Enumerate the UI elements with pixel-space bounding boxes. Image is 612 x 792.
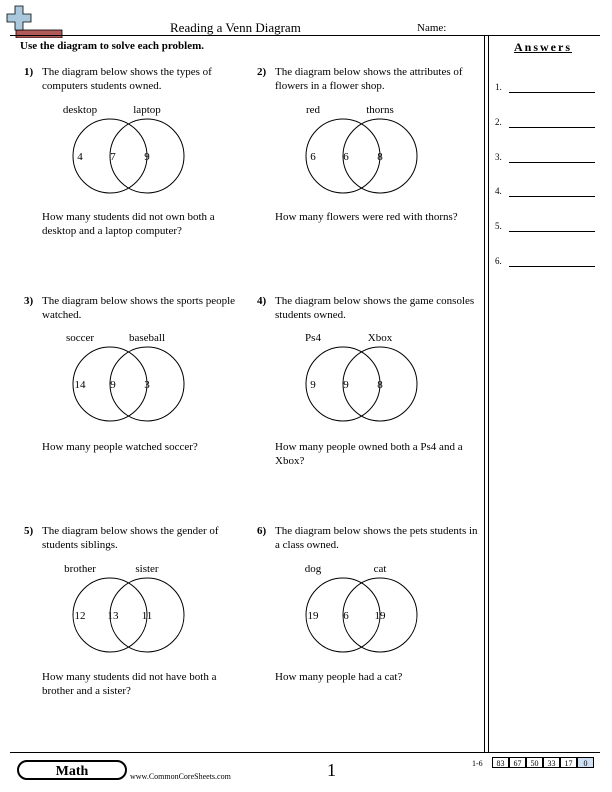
problem-number: 3) [24, 295, 34, 307]
venn-right-label: thorns [366, 104, 394, 116]
problem-number: 6) [257, 525, 267, 537]
venn-right-label: cat [373, 563, 387, 575]
answer-number: 5. [495, 221, 502, 231]
venn-diagram-3 [50, 328, 180, 423]
answer-slot-5[interactable] [495, 219, 595, 233]
page-title: Reading a Venn Diagram [170, 20, 301, 35]
problem-2-question: How many flowers were red with thorns? [275, 211, 458, 223]
answers-title: Answers [514, 40, 572, 54]
answer-slot-4[interactable] [495, 184, 595, 198]
problem-number: 4) [257, 295, 267, 307]
venn-right-label: sister [135, 563, 159, 575]
venn-right-value: 8 [377, 379, 383, 391]
problem-6 [257, 524, 480, 552]
venn-left-value: 6 [310, 151, 316, 163]
page-number: 1 [327, 760, 336, 780]
venn-right-value: 9 [144, 151, 150, 163]
venn-left-label: brother [64, 563, 96, 575]
math-logo-icon [6, 4, 70, 38]
problem-number: 1) [24, 66, 34, 78]
venn-middle-value: 6 [343, 151, 349, 163]
venn-left-label: red [305, 104, 321, 116]
problem-number: 2) [257, 66, 267, 78]
answer-number: 3. [495, 152, 502, 162]
answer-slot-1[interactable] [495, 80, 595, 94]
answer-column-divider [484, 35, 485, 753]
problem-5 [24, 524, 247, 552]
venn-diagram-2 [283, 100, 413, 195]
venn-middle-value: 9 [110, 379, 116, 391]
venn-left-label: dog [304, 563, 322, 575]
venn-diagram-6 [283, 559, 413, 654]
problem-number: 5) [24, 525, 34, 537]
answer-line [509, 127, 595, 128]
problem-3-question: How many people watched soccer? [42, 441, 198, 453]
venn-middle-value: 9 [343, 379, 349, 391]
score-box: 33 [543, 757, 560, 768]
venn-left-value: 9 [310, 379, 316, 391]
answer-number: 6. [495, 256, 502, 266]
name-label: Name: [417, 22, 447, 34]
score-box: 67 [509, 757, 526, 768]
score-box: 17 [560, 757, 577, 768]
venn-diagram-1 [50, 100, 180, 195]
problem-text: The diagram below shows the game consoles students owned. [275, 295, 475, 321]
instructions: Use the diagram to solve each problem. [20, 40, 205, 52]
site-url: www.CommonCoreSheets.com [130, 772, 231, 781]
answer-slot-2[interactable] [495, 115, 595, 129]
venn-left-value: 12 [74, 610, 86, 622]
problem-6-question: How many people had a cat? [275, 671, 403, 683]
venn-right-value: 19 [374, 610, 386, 622]
venn-right-label: Xbox [367, 332, 393, 344]
venn-left-label: Ps4 [305, 332, 321, 344]
answer-slot-3[interactable] [495, 150, 595, 164]
problem-text: The diagram below shows the attributes of flowers in a flower shop. [275, 66, 463, 92]
answer-number: 1. [495, 82, 502, 92]
answer-number: 4. [495, 186, 502, 196]
venn-diagram-5 [50, 559, 180, 654]
problem-text: The diagram below shows the pets students in a class owned. [275, 525, 478, 551]
score-box: 50 [526, 757, 543, 768]
problem-text: The diagram below shows the sports people watched. [42, 295, 236, 321]
problem-2 [257, 65, 480, 93]
score-range: 1-6 [472, 759, 483, 768]
answer-line [509, 92, 595, 93]
answer-line [509, 196, 595, 197]
venn-diagram-4 [283, 328, 413, 423]
venn-left-label: desktop [62, 104, 98, 116]
problem-1-question: How many students did not own both a desktop and a laptop computer? [42, 211, 215, 237]
venn-left-value: 4 [77, 151, 83, 163]
venn-right-value: 8 [377, 151, 383, 163]
problem-5-question: How many students did not have both a brother and a sister? [42, 671, 217, 697]
header-divider [10, 35, 600, 36]
score-box-highlight: 0 [577, 757, 594, 768]
venn-right-value: 11 [141, 610, 153, 622]
venn-middle-value: 7 [110, 151, 116, 163]
venn-right-label: laptop [133, 104, 161, 116]
problem-text: The diagram below shows the types of computers students owned. [42, 66, 212, 92]
math-badge: Math [17, 760, 127, 780]
score-box: 83 [492, 757, 509, 768]
venn-middle-value: 6 [343, 610, 349, 622]
answer-line [509, 231, 595, 232]
answer-line [509, 266, 595, 267]
venn-left-value: 14 [74, 379, 86, 391]
answer-number: 2. [495, 117, 502, 127]
answer-line [509, 162, 595, 163]
venn-right-value: 3 [144, 379, 150, 391]
venn-right-label: baseball [128, 332, 166, 344]
problem-1 [24, 65, 247, 93]
answer-slot-6[interactable] [495, 254, 595, 268]
problem-4 [257, 294, 480, 322]
venn-middle-value: 13 [107, 610, 119, 622]
footer-divider [10, 752, 600, 753]
problem-3 [24, 294, 247, 322]
venn-left-label: soccer [65, 332, 95, 344]
venn-left-value: 19 [307, 610, 319, 622]
problem-text: The diagram below shows the gender of students siblings. [42, 525, 219, 551]
problem-4-question: How many people owned both a Ps4 and a Xbox? [275, 441, 463, 467]
answer-column-divider-inner [488, 35, 489, 753]
